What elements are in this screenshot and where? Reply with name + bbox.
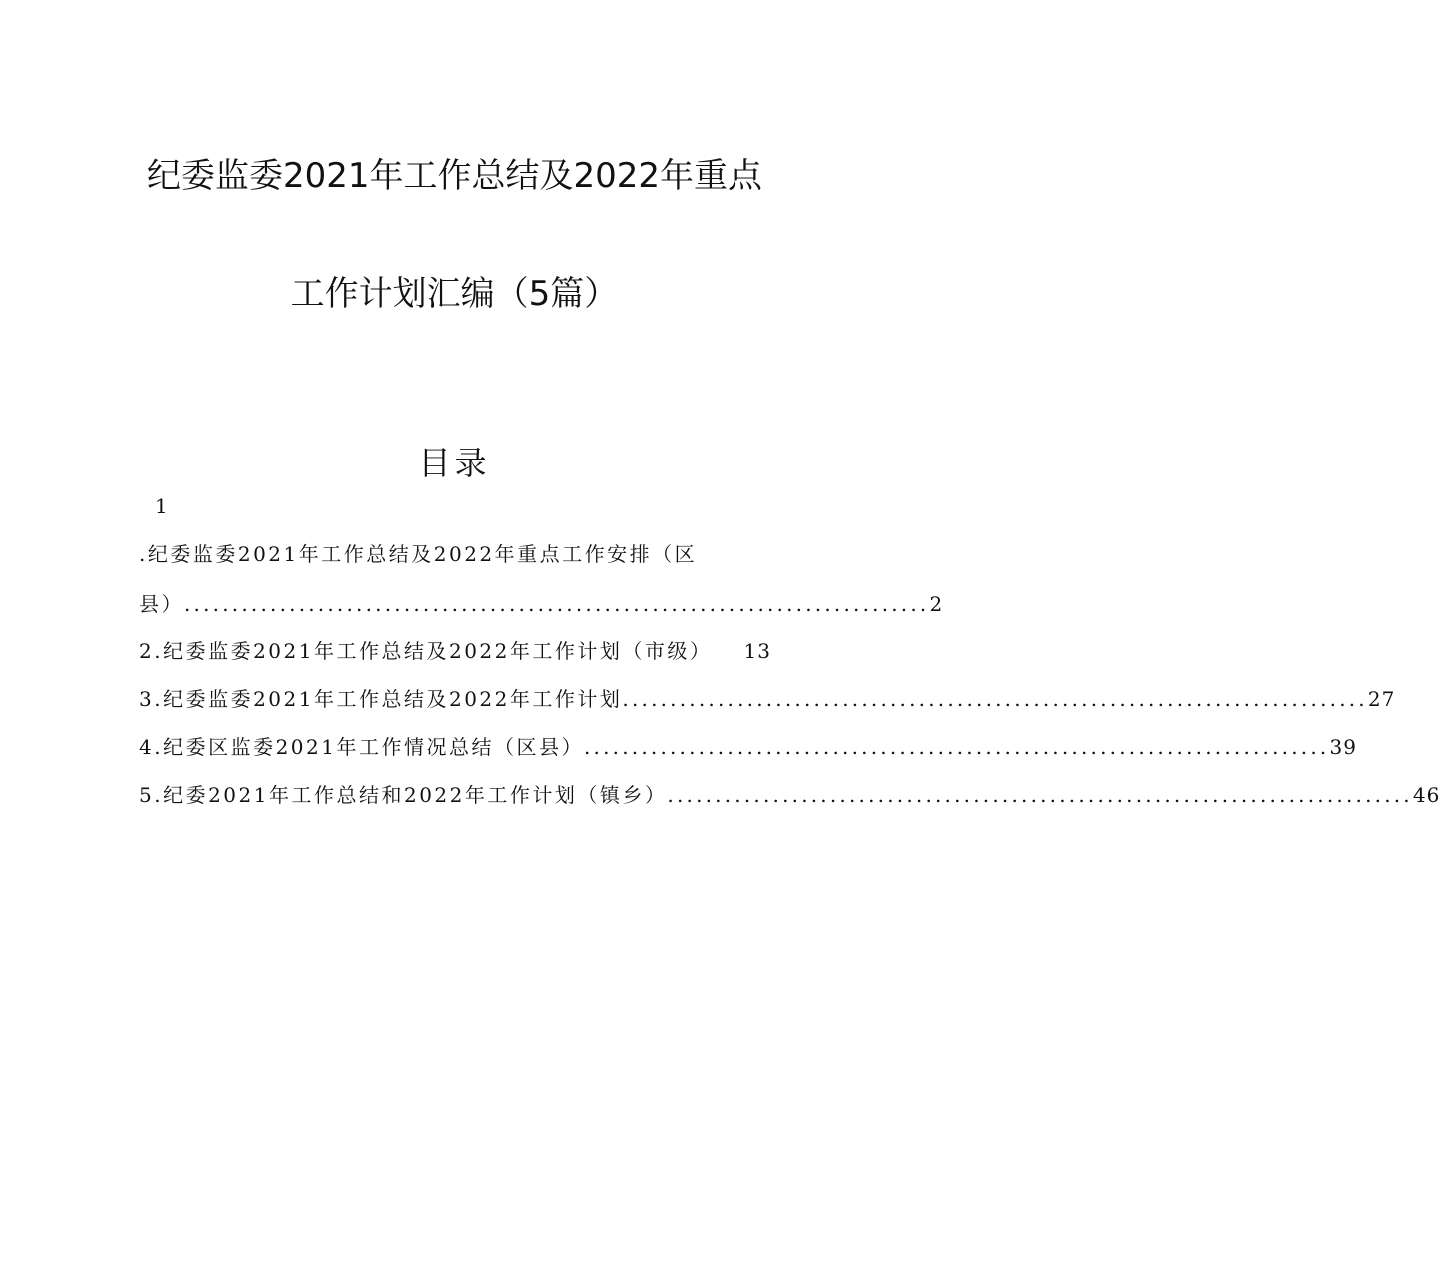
toc-heading: 目录 [418, 444, 491, 482]
toc-item-2[interactable] [139, 637, 771, 665]
document-title-line-1: 纪委监委2021年工作总结及2022年重点 [146, 156, 763, 196]
toc-item-4[interactable] [139, 733, 1357, 761]
document-title-line-2: 工作计划汇编（5篇） [290, 274, 619, 314]
toc-leader-dots: .............................................................................. [667, 783, 1413, 807]
toc-leader-dots: .............................................................................. [184, 592, 930, 616]
toc-item-2-text: 2.纪委监委2021年工作总结及2022年工作计划（市级） [139, 639, 713, 663]
toc-item-1-number: 1 [155, 494, 171, 518]
toc-item-5[interactable] [139, 781, 1440, 809]
toc-item-2-page: 13 [743, 639, 771, 663]
toc-item-4-text: 4.纪委区监委2021年工作情况总结（区县） [139, 735, 584, 759]
toc-leader-dots: .............................................................................. [622, 687, 1368, 711]
toc-item-1-text-continued: 县） [139, 592, 184, 616]
toc-leader-dots: .............................................................................. [583, 735, 1330, 759]
toc-item-3[interactable] [139, 685, 1396, 713]
toc-item-5-page: 46 [1412, 783, 1440, 807]
toc-item-1-page: 2 [929, 592, 944, 616]
toc-item-1-continuation[interactable] [139, 590, 944, 618]
toc-item-3-page: 27 [1367, 687, 1396, 711]
toc-item-5-text: 5.纪委2021年工作总结和2022年工作计划（镇乡） [139, 783, 668, 807]
toc-item-3-text: 3.纪委监委2021年工作总结及2022年工作计划 [139, 687, 623, 711]
toc-item-4-page: 39 [1329, 735, 1357, 759]
toc-item-1-text[interactable]: .纪委监委2021年工作总结及2022年重点工作安排（区 [139, 542, 698, 566]
